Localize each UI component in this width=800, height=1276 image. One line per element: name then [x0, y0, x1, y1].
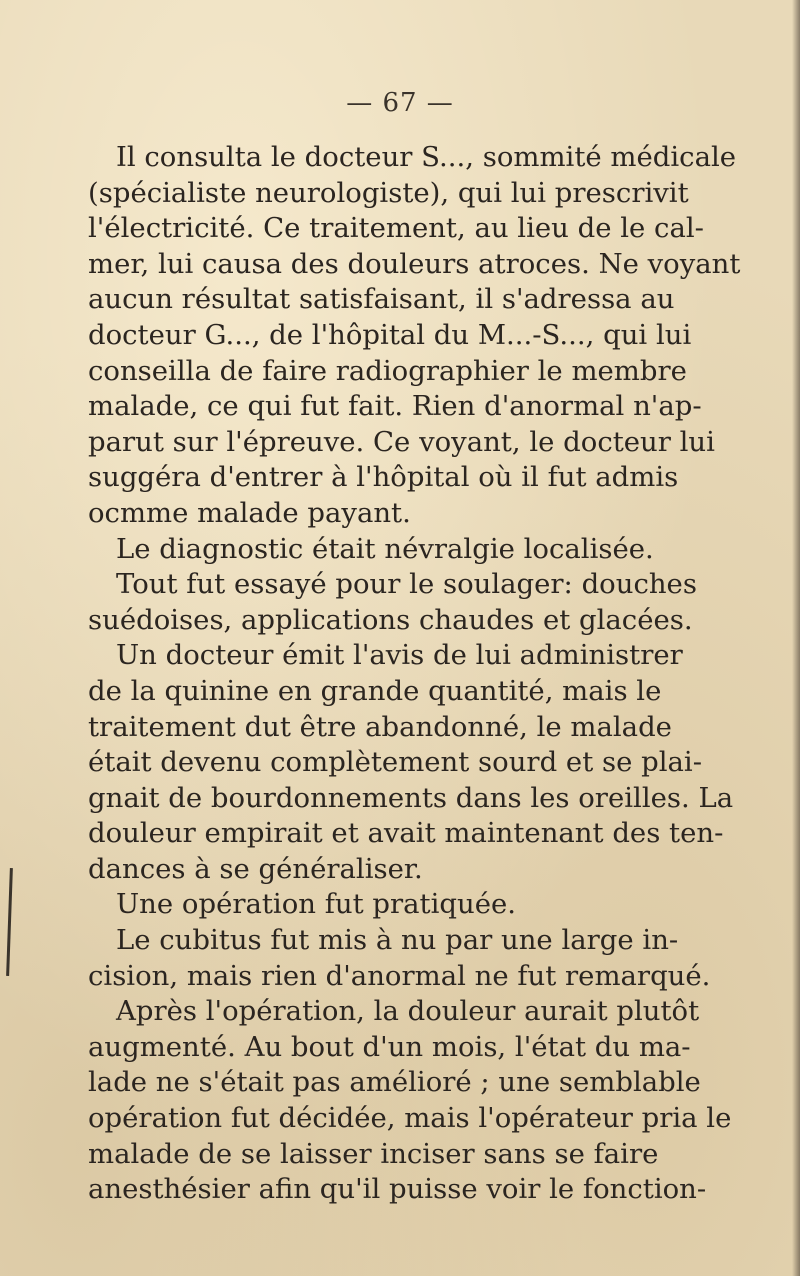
text-line: traitement dut être abandonné, le malade	[88, 710, 672, 743]
text-line: ocmme malade payant.	[88, 496, 411, 529]
text-line: Une opération fut pratiquée.	[116, 888, 517, 921]
text-line: de la quinine en grande quantité, mais le	[88, 674, 662, 707]
text-line: était devenu complètement sourd et se plai-	[88, 746, 702, 779]
margin-mark	[6, 868, 13, 976]
text-line: mer, lui causa des douleurs atroces. Ne voyant	[88, 247, 741, 280]
text-line: anesthésier afin qu'il puisse voir le fonction-	[88, 1173, 707, 1206]
text-line: Un docteur émit l'avis de lui administrer	[116, 639, 683, 672]
text-line: gnait de bourdonnements dans les oreilles. La	[88, 781, 734, 814]
text-line: Le diagnostic était névralgie localisée.	[116, 532, 654, 565]
text-line: suggéra d'entrer à l'hôpital où il fut admis	[88, 461, 679, 494]
text-line: l'électricité. Ce traitement, au lieu de le cal-	[88, 212, 704, 245]
text-line: aucun résultat satisfaisant, il s'adressa au	[88, 283, 675, 316]
text-line: Tout fut essayé pour le soulager: douches	[116, 568, 697, 601]
page-number: — 67 —	[346, 88, 454, 118]
text-line: douleur empirait et avait maintenant des ten-	[88, 817, 724, 850]
text-line: docteur G..., de l'hôpital du M...-S..., qui lui	[88, 318, 692, 351]
text-line: Il consulta le docteur S..., sommité médicale	[116, 141, 737, 173]
text-line: (spécialiste neurologiste), qui lui prescrivit	[88, 176, 689, 209]
body-text	[88, 140, 741, 1208]
text-line: conseilla de faire radiographier le membre	[88, 354, 687, 387]
text-line: dances à se généraliser.	[88, 852, 423, 885]
text-line: parut sur l'épreuve. Ce voyant, le docteur lui	[88, 425, 715, 458]
text-line: augmenté. Au bout d'un mois, l'état du ma-	[88, 1030, 691, 1063]
text-line: malade, ce qui fut fait. Rien d'anormal n'ap-	[88, 390, 702, 423]
text-line: cision, mais rien d'anormal ne fut remarqué.	[88, 959, 711, 992]
text-line: opération fut décidée, mais l'opérateur pria le	[88, 1102, 732, 1135]
page-edge-shadow	[792, 0, 800, 1276]
text-line: Le cubitus fut mis à nu par une large in-	[116, 924, 679, 957]
text-line: lade ne s'était pas amélioré ; une semblable	[88, 1066, 701, 1099]
text-line: malade de se laisser inciser sans se faire	[88, 1137, 659, 1170]
text-line: suédoises, applications chaudes et glacées.	[88, 603, 693, 636]
text-line: Après l'opération, la douleur aurait plutôt	[116, 995, 700, 1028]
